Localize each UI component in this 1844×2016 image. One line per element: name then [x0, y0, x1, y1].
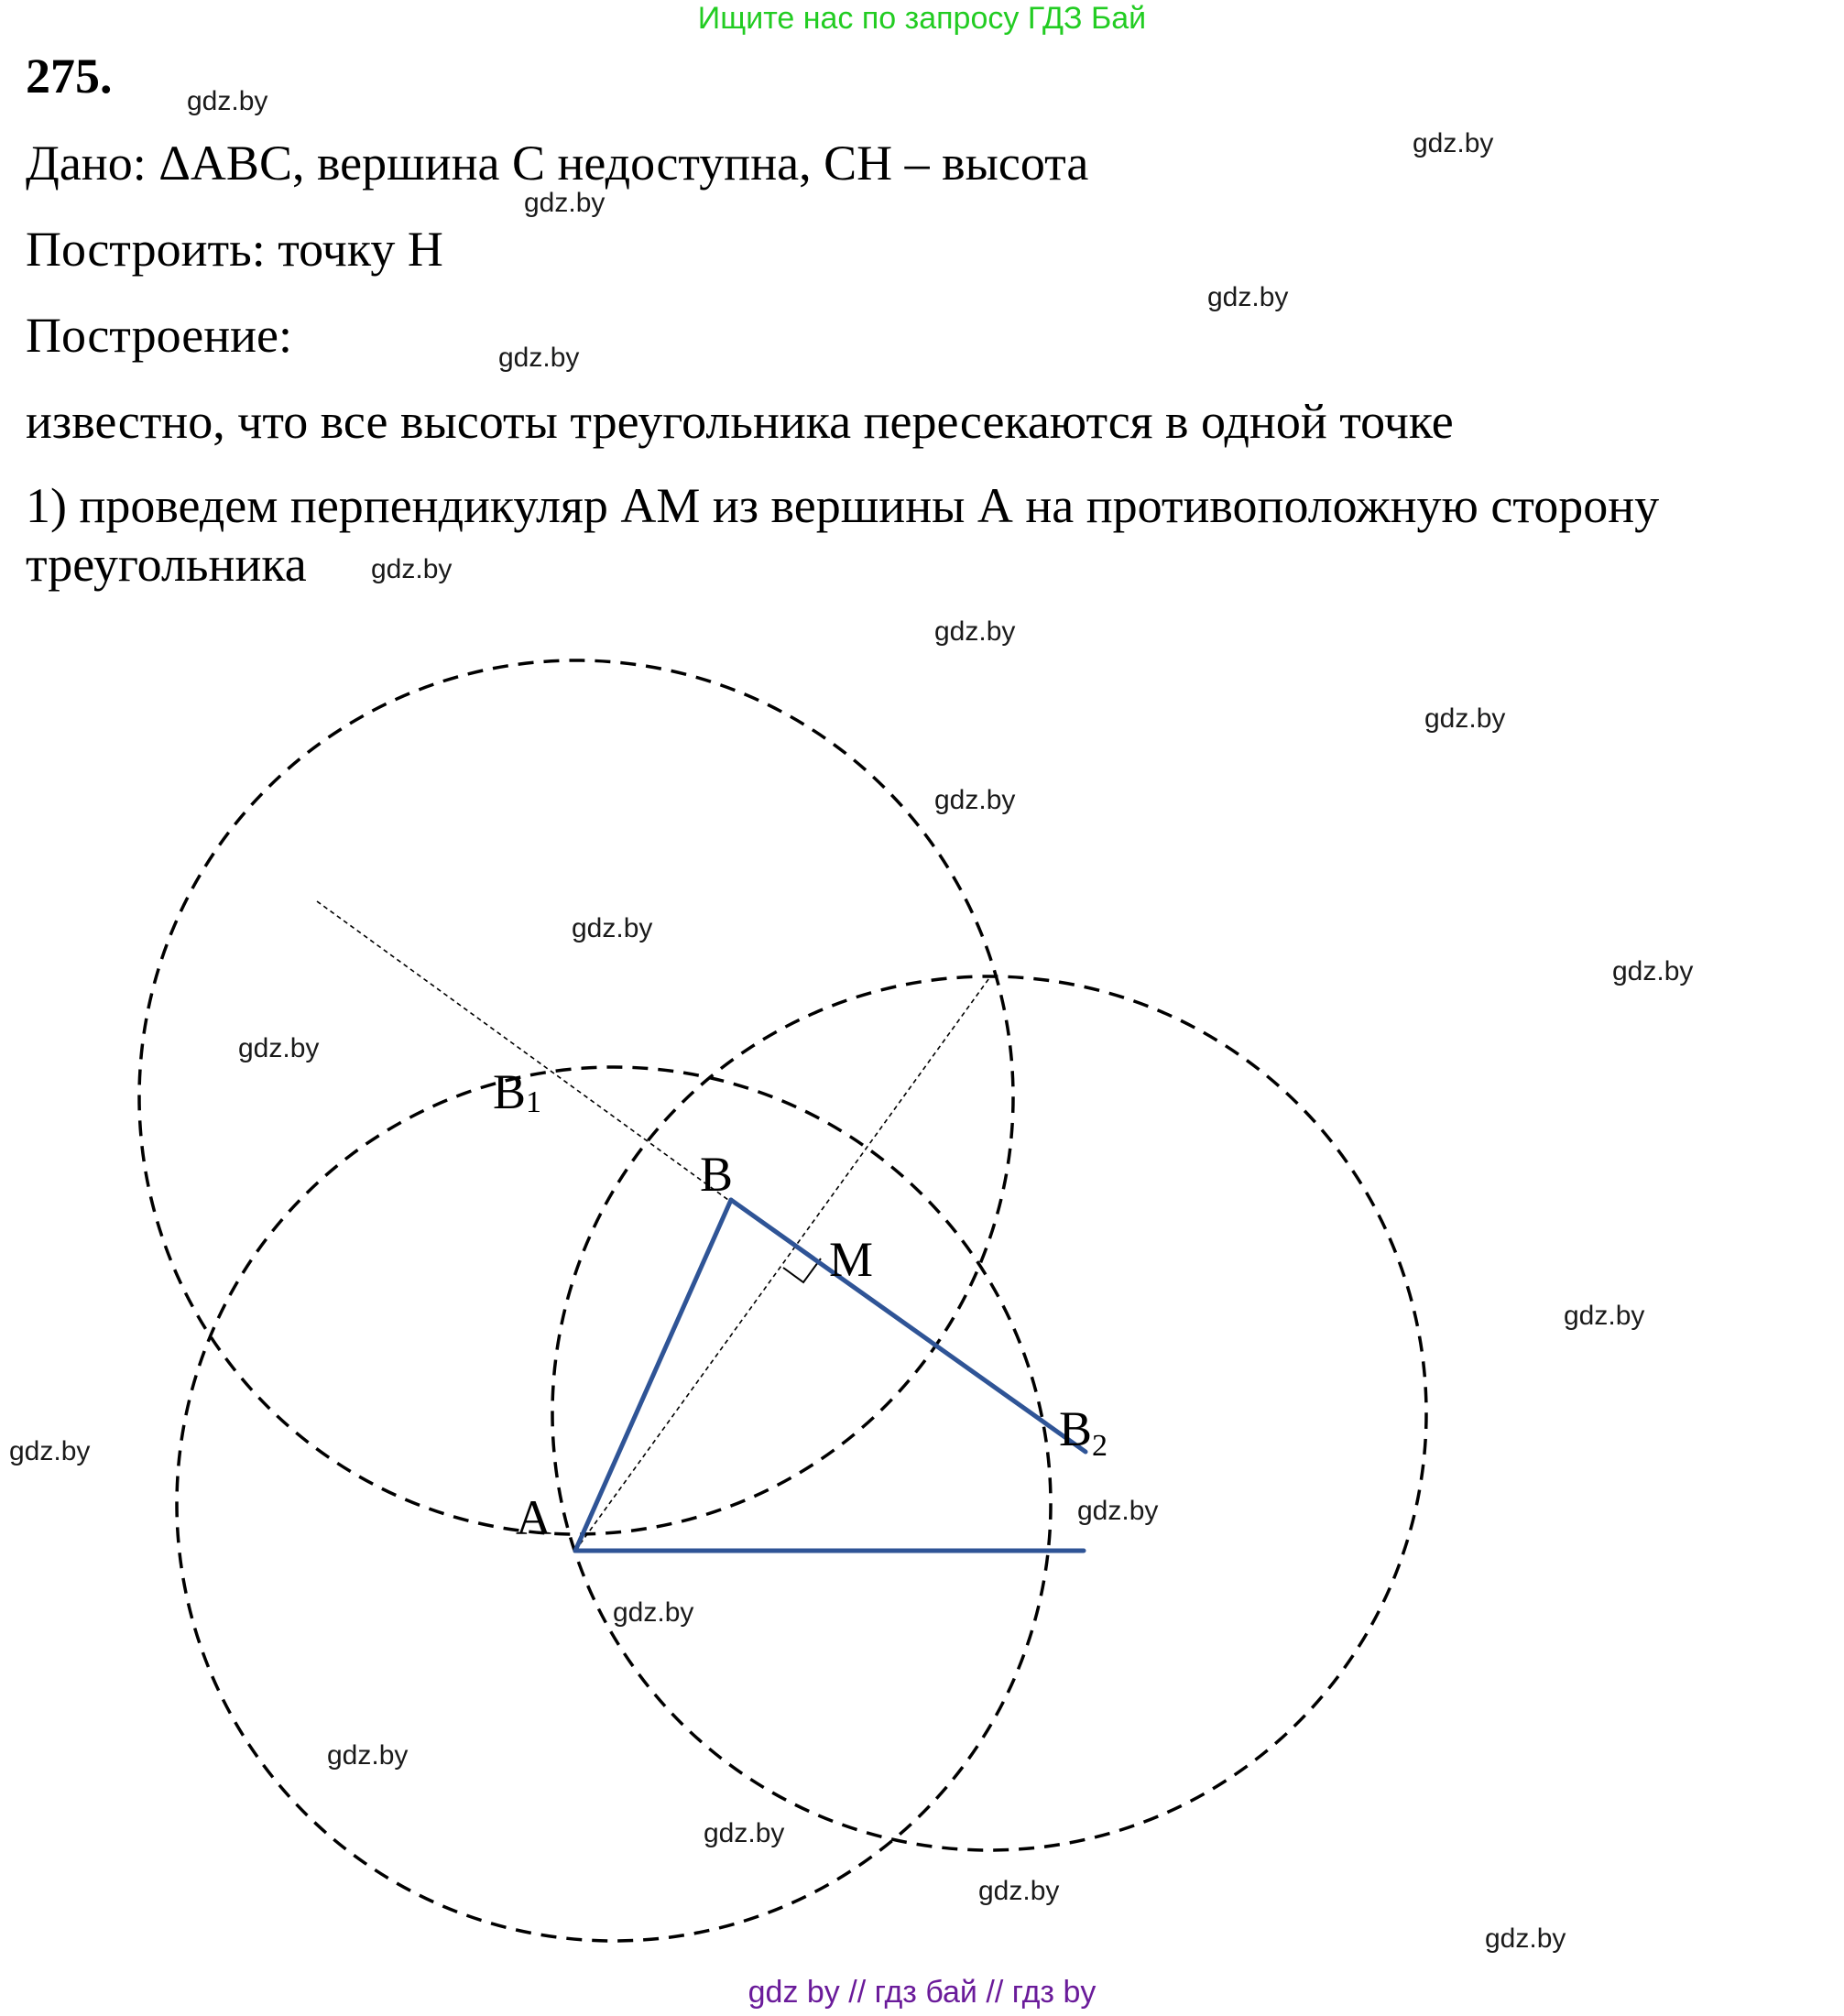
- watermark: gdz.by: [978, 1876, 1060, 1906]
- problem-number: 275.: [26, 49, 113, 104]
- side-bb2: [731, 1200, 1086, 1452]
- watermark: gdz.by: [327, 1740, 409, 1771]
- watermark: gdz.by: [1413, 128, 1494, 158]
- point-label-b2-sub: 2: [1092, 1429, 1107, 1463]
- watermark: gdz.by: [934, 616, 1016, 647]
- watermark: gdz.by: [934, 785, 1016, 815]
- watermark: gdz.by: [524, 188, 606, 218]
- side-ab: [575, 1200, 731, 1551]
- watermark: gdz.by: [1564, 1301, 1645, 1331]
- point-label-a: A: [516, 1490, 551, 1545]
- extension-line-bc: [317, 901, 728, 1200]
- watermark: gdz.by: [1612, 956, 1694, 986]
- construction-circle-right: [552, 976, 1426, 1850]
- watermark: gdz.by: [498, 343, 580, 373]
- altitude-line-am: [575, 975, 991, 1551]
- point-label-b1: B: [493, 1064, 527, 1119]
- watermark: gdz.by: [572, 913, 653, 943]
- top-banner: Ищите нас по запросу ГДЗ Бай: [697, 1, 1147, 36]
- construction-heading: Построение:: [26, 308, 292, 363]
- construction-circle-lower: [177, 1067, 1051, 1941]
- note-line: известно, что все высоты треугольника пересекаются в одной точке: [26, 394, 1454, 449]
- watermark: gdz.by: [1424, 703, 1506, 734]
- point-label-b1-sub: 1: [526, 1085, 541, 1119]
- watermark: gdz.by: [238, 1033, 320, 1063]
- watermark: gdz.by: [704, 1818, 785, 1848]
- watermark: gdz.by: [9, 1436, 91, 1466]
- step1-line2: треугольника: [26, 537, 307, 592]
- point-label-b: B: [700, 1147, 734, 1202]
- watermark: gdz.by: [187, 86, 268, 116]
- point-label-b2: B: [1059, 1401, 1093, 1456]
- point-label-m: M: [829, 1232, 874, 1287]
- given-line: Дано: ΔАВС, вершина С недоступна, СН – высота: [26, 136, 1089, 191]
- watermark: gdz.by: [371, 554, 453, 584]
- watermark: gdz.by: [1485, 1923, 1566, 1954]
- watermark: gdz.by: [1077, 1496, 1159, 1526]
- task-line: Построить: точку Н: [26, 222, 443, 277]
- construction-circle-upper: [139, 660, 1016, 1534]
- watermark: gdz.by: [613, 1597, 694, 1628]
- watermark: gdz.by: [1207, 282, 1289, 312]
- footer-banner: gdz by // гдз бай // гдз by: [747, 1975, 1097, 2010]
- step1-line1: 1) проведем перпендикуляр АМ из вершины А на противоположную сторону: [26, 478, 1660, 533]
